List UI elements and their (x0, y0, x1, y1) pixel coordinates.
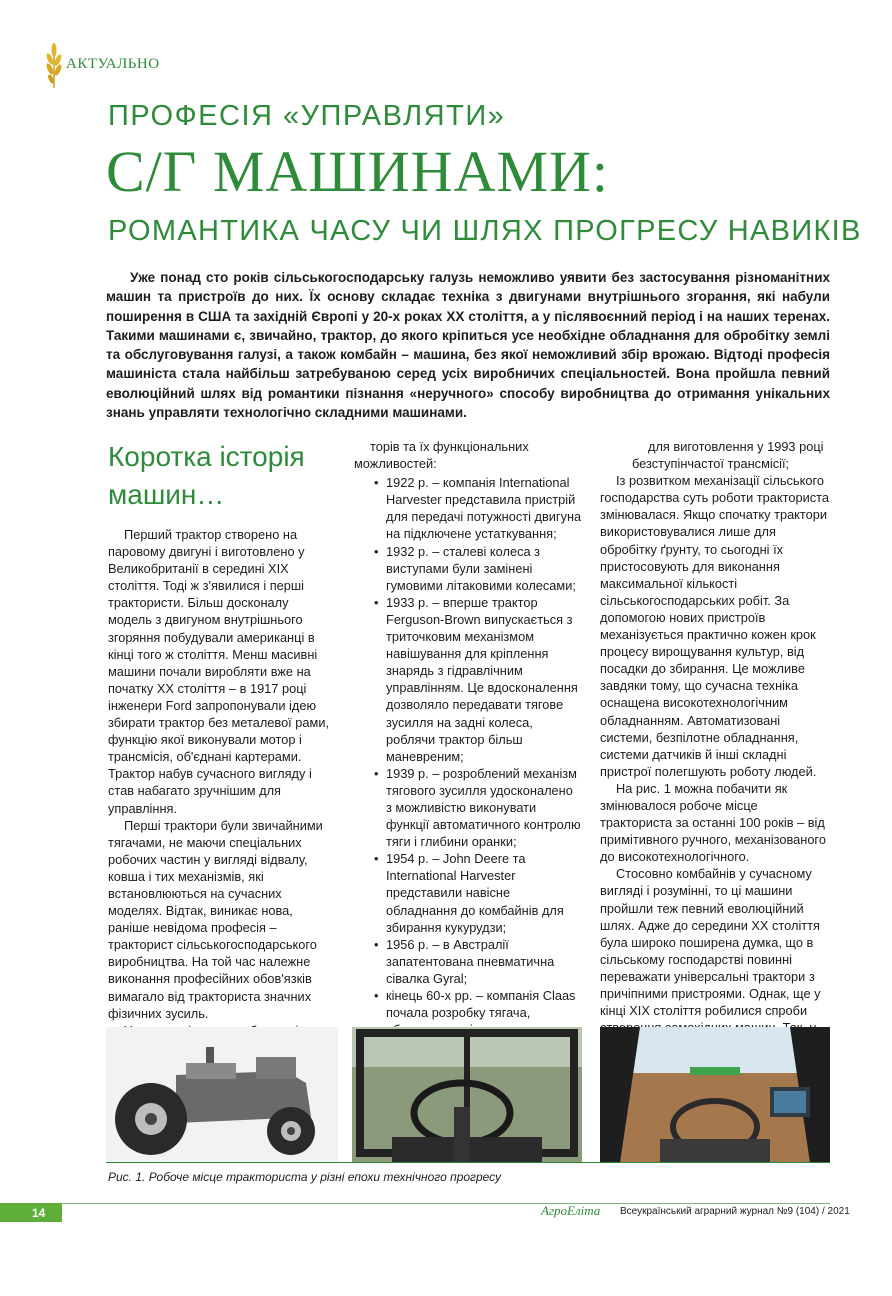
figure-caption: Рис. 1. Робоче місце тракториста у різні епохи технічного прогресу (108, 1170, 502, 1184)
section-label: АКТУАЛЬНО (66, 56, 160, 72)
article-lead (106, 268, 830, 422)
timeline-list (354, 474, 582, 1055)
column-heading: Коротка історія машин… (108, 441, 305, 510)
timeline-item: • кінець 60-х рр. – компанія Claas почала розробку тягача, (374, 987, 582, 1055)
article-subhead: РОМАНТИКА ЧАСУ ЧИ ШЛЯХ ПРОГРЕСУ НАВИКІВ (108, 215, 862, 247)
page-number: 14 (32, 1206, 46, 1220)
article-kicker: ПРОФЕСІЯ «УПРАВЛЯТИ» (108, 100, 506, 132)
tractor-cab-photo (352, 1027, 582, 1163)
figure-rule (106, 1162, 830, 1163)
body-continuation: торів та їх функціональних можливостей: (354, 439, 529, 472)
column-2 (354, 438, 582, 1055)
body-paragraph: На рис. 1 можна побачити як змінювалося робоче місце тракториста за останні 100 років – від примітивного ручного, механізованого до високотехнологічного. (600, 780, 826, 865)
column-1 (108, 438, 330, 1073)
timeline-item: • 1933 р. – вперше трактор Ferguson-Brown випускається з триточковим механізмом навішування для кріплення знарядь з гідравлічним управлінням. Це вдосконалення дозволяло передавати тягове зусилля на задні колеса, роблячи трактор більш маневреним; (374, 594, 582, 765)
figure-photos (106, 1027, 830, 1163)
body-paragraph: Перший трактор створено на паровому двигуні і виготовлено у Великобританії в середині ХІХ століття. Тоді ж з'явилися і перші трактористи. Більш досконалу модель з двигуном внутрішнього згоряння побудували американці в кінці того ж століття. Менш масивні машини почали виробляти вже на початку ХХ століття – в 1917 році інженери Ford запропонували ідею збирати трактор без металевої рами, функцію якої виконували мотор і трансмісія, об'єднані картерами. Трактор набув сучасного вигляду і став набагато зручнішим для управління. (108, 527, 330, 816)
timeline-item: • 1939 р. – розроблений механізм тягового зусилля удосконалено з можливістю виконувати функції автоматичного контролю тяги і глибини оранки; (374, 765, 582, 850)
footer-rule (62, 1203, 830, 1204)
body-paragraph: Стосовно комбайнів у сучасному вигляді і розумінні, то ці машини пройшли теж певний еволюційний шлях. Адже до середини ХХ століття була широко поширена думка, що в сільському господарстві повинні переважати універсальні трактори з причіпними пристроями. Однак, ще у кінці ХІХ століття робилися спроби (600, 866, 821, 1019)
timeline-item: • 1956 р. – в Австралії запатентована пневматична сівалка Gyral; (374, 936, 582, 987)
timeline-item: • 1922 р. – компанія International Harvester представила пристрій для передачі потужності двигуна на підключене устаткування; (374, 474, 582, 542)
body-paragraph: Із розвитком механізації сільського господарства суть роботи тракториста змінювалася. Якщо спочатку трактори використовувалися лише для обробітку ґрунту, то сьогодні їх пристосовують для виконання максимальної кількості сільськогосподарських робіт. За допомогою нових пристроїв механізується практично кожен крок процесу вирощування культур, від посадки до збирання. Це можливе завдяки тому, що сучасна техніка оснащена високотехнологічним обладнанням. Автоматизовані системи, безпілотне обладнання, системи датчиків й інші складні пристрої полегшують роботу людей. (600, 473, 829, 779)
lead-paragraph: Уже понад сто років сільськогосподарську галузь неможливо уявити без застосування різноманітних машин та пристроїв до них. Їх основу складає техніка з двигунами внутрішнього згорання, які набули поширення в США та західній Європі у 20-х роках ХХ століття, а у післявоєнний період і на наших теренах. Такими машинами є, звичайно, трактор, до якого кріпиться усе необхідне обладнання для обробітку землі та обслуговування галузі, а також комбайн – машина, без якої неможливий збір врожаю. Відтоді професія машиніста стала найбільш затребуваною серед усіх виробничих спеціальностей. Вона пройшла певний еволюційний шлях від романтики пізнання «неручного» способу виробництва до отримання унікальних знань управляти технологічно складними машинами. (106, 270, 830, 421)
wheat-icon (44, 40, 66, 90)
timeline-item: • 1932 р. – сталеві колеса з виступами були замінені гумовими літаковими колесами; (374, 543, 582, 594)
timeline-continuation: для виготовлення у 1993 році безступінчастої трансмісії; (632, 439, 824, 472)
journal-issue: Всеукраїнський аграрний журнал №9 (104) / 2021 (620, 1206, 850, 1217)
modern-cab-photo (600, 1027, 830, 1163)
article-headline: С/Г МАШИНАМИ: (106, 139, 610, 204)
timeline-item: • 1954 р. – John Deere та International Harvester представили навісне обладнання до комбайнів для збирання кукурудзи; (374, 850, 582, 935)
column-3 (600, 438, 830, 1053)
journal-logo: АгроЕліта (541, 1203, 601, 1218)
page-number-box (0, 1203, 62, 1222)
body-paragraph: Перші трактори були звичайними тягачами, не маючи спеціальних робочих частин у вигляді відвалу, ковша і тих механізмів, які встановлюються на сучасних моделях. Відтак, виникає нова, раніше невідома професія – тракторист сільськогосподарського виробництва. На той час належне виконання професійних обов'язків вимагало від тракториста значних фізичних зусиль. (108, 817, 323, 1021)
vintage-tractor-photo (106, 1027, 338, 1163)
